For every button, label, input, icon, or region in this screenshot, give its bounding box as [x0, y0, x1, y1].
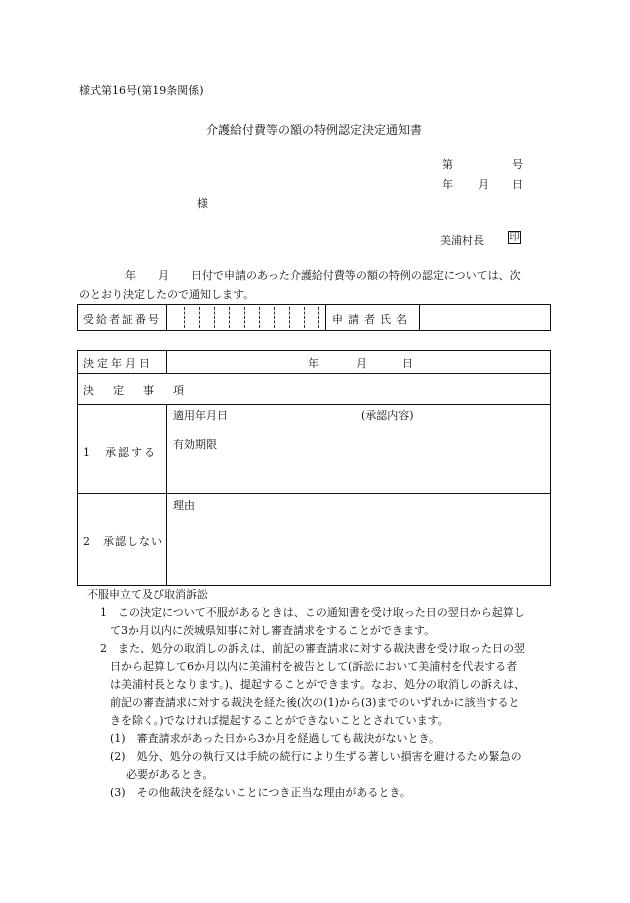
col-divider	[166, 404, 167, 586]
valid-period-label: 有効期限	[173, 438, 217, 451]
apply-date-label: 適用年月日	[173, 409, 228, 422]
approval-content-label: (承認内容)	[361, 409, 414, 422]
appeal-sub3: (3) その他裁決を経ないことにつき正当な理由があるとき。	[110, 786, 411, 799]
deny-label: 2 承認しない	[83, 535, 163, 548]
decision-matters-label: 決 定 事 項	[83, 384, 188, 397]
addressee-sama: 様	[197, 197, 208, 210]
digit-box-divider	[229, 307, 230, 328]
date-year: 年	[442, 178, 453, 191]
appeal-item2-line2: 日から起算して6か月以内に美浦村を被告として(訴訟において美浦村を代表する者	[110, 660, 518, 673]
appeal-item2-line5: きを除く。)でなければ提起することができないこととされています。	[110, 714, 449, 727]
digit-box-divider	[244, 307, 245, 328]
date-month: 月	[478, 178, 489, 191]
digit-box-divider	[274, 307, 275, 328]
appeal-sub2-line1: (2) 処分、処分の執行又は手続の続行により生ずる著しい損害を避けるため緊急の	[110, 750, 522, 763]
digit-box-divider	[318, 307, 319, 328]
intro-line-2: のとおり決定したので通知します。	[79, 288, 255, 301]
digit-box-divider	[184, 307, 185, 328]
doc-number-dai: 第	[442, 158, 453, 171]
issuer-name: 美浦村長	[440, 234, 484, 247]
row-divider	[77, 404, 551, 405]
document-title: 介護給付費等の額の特例認定決定通知書	[206, 123, 423, 137]
divider	[325, 304, 326, 331]
digit-box-divider	[214, 307, 215, 328]
form-number: 様式第16号(第19条関係)	[79, 84, 204, 97]
digit-box-divider	[289, 307, 290, 328]
col-divider	[166, 350, 167, 373]
reason-label: 理由	[173, 499, 195, 512]
decision-date-label: 決定年月日	[83, 357, 153, 370]
digit-box-divider	[199, 307, 200, 328]
cert-number-label: 受給者証番号	[83, 313, 161, 326]
seal-stamp: 印	[509, 232, 520, 243]
approve-label: 1 承認する	[83, 446, 157, 459]
row-divider	[77, 493, 551, 494]
digit-box-divider	[304, 307, 305, 328]
appeal-sub1: (1) 審査請求があった日から3か月を経過しても裁決がないとき。	[110, 732, 441, 745]
divider	[166, 304, 167, 331]
appeal-item1-line2: て3か月以内に茨城県知事に対し審査請求をすることができます。	[110, 624, 436, 637]
appeal-sub2-line2: 必要があるとき。	[126, 768, 214, 781]
appeal-item2-line1: 2 また、処分の取消しの訴えは、前記の審査請求に対する裁決書を受け取った日の翌	[100, 642, 525, 655]
doc-number-go: 号	[512, 158, 523, 171]
appeal-heading: 不服申立て及び取消訴訟	[87, 588, 208, 601]
digit-box-divider	[259, 307, 260, 328]
date-day: 日	[512, 178, 523, 191]
appeal-item1-line1: 1 この決定について不服があるときは、この通知書を受け取った日の翌日から起算し	[100, 606, 525, 619]
intro-line-1: 年 月 日付で申請のあった介護給付費等の額の特例の認定については、次	[125, 269, 521, 282]
decision-date-day: 日	[402, 357, 413, 370]
decision-date-month: 月	[356, 357, 367, 370]
divider	[419, 304, 420, 331]
decision-date-year: 年	[308, 357, 319, 370]
appeal-item2-line3: は美浦村長となります。)、提起することができます。なお、処分の取消しの訴えは、	[110, 678, 526, 691]
applicant-name-label: 申請者氏名	[332, 313, 412, 326]
row-divider	[77, 373, 551, 374]
appeal-item2-line4: 前記の審査請求に対する裁決を経た後(次の(1)から(3)までのいずれかに該当すると	[110, 696, 520, 709]
